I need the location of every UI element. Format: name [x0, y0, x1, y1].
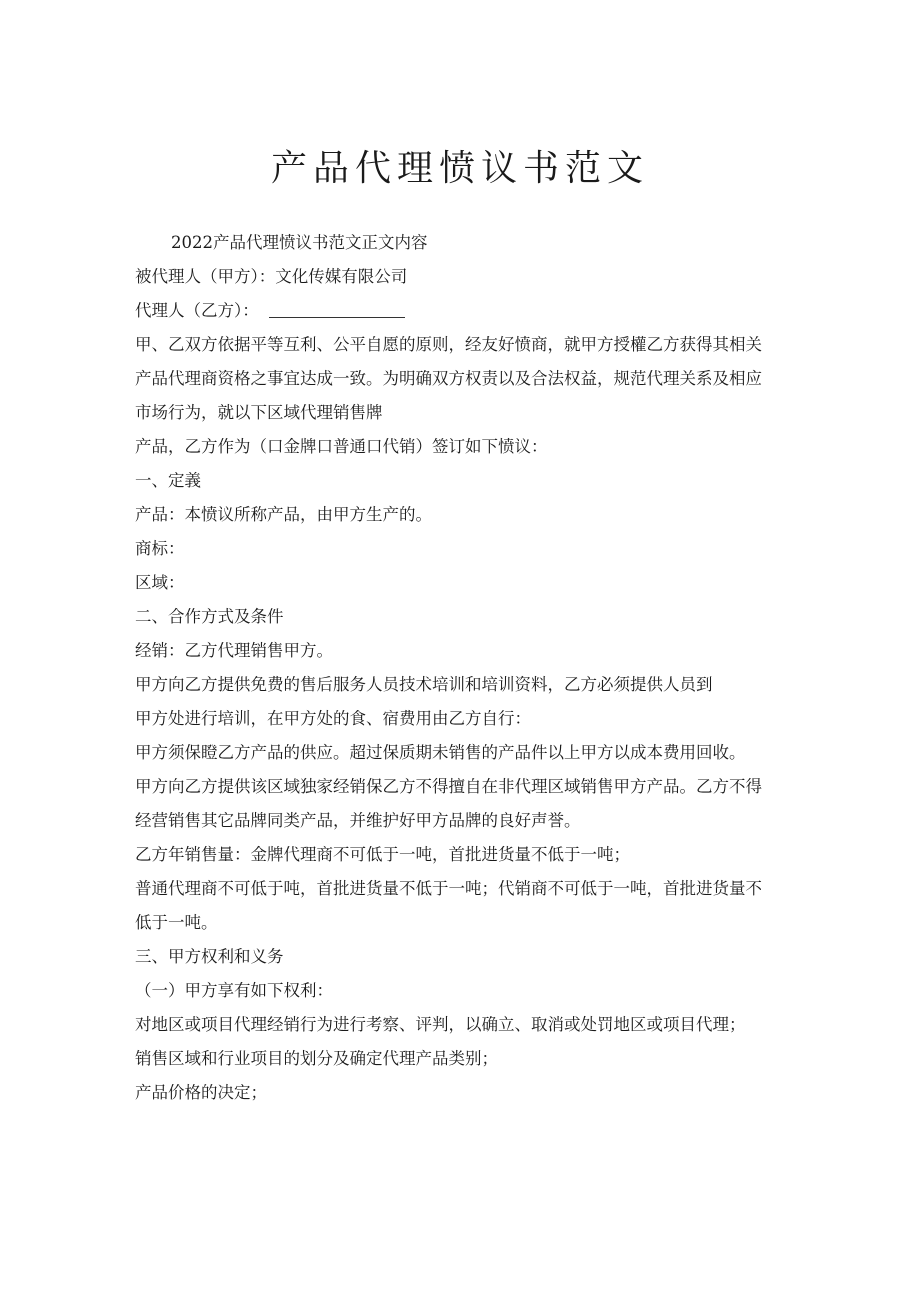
body-line-trademark: 商标：: [135, 539, 185, 558]
body-line-agent: [135, 294, 795, 328]
body-line: 产品代理商资格之事宜达成一致。为明确双方权责以及合法权益，规范代理关系及相应: [135, 369, 762, 388]
body-line: 经营销售其它品牌同类产品，并维护好甲方品牌的良好声誉。: [135, 811, 581, 830]
section-heading-party-a-rights: 三、甲方权利和义务: [135, 947, 284, 966]
body-line: 普通代理商不可低于吨，首批进货量不低于一吨；代销商不可低于一吨，首批进货量不: [135, 879, 762, 898]
body-line-subtitle: 2022产品代理愤议书范文正文内容: [171, 233, 428, 252]
document-title: 产品代理愤议书范文: [270, 148, 649, 189]
body-line: 甲方处进行培训，在甲方处的食、宿费用由乙方自行：: [135, 709, 531, 728]
body-line: 甲方须保瞪乙方产品的供应。超过保质期未销售的产品件以上甲方以成本费用回收。: [135, 743, 746, 762]
agent-label: 代理人（乙方）：: [135, 301, 259, 320]
body-line: 甲方向乙方提供免费的售后服务人员技术培训和培训资料，乙方必须提供人员到: [135, 675, 713, 694]
body-line: 乙方年销售量：金牌代理商不可低于一吨，首批进货量不低于一吨；: [135, 845, 630, 864]
body-line: 销售区域和行业项目的划分及确定代理产品类别；: [135, 1049, 498, 1068]
body-line: 甲、乙双方依据平等互利、公平自愿的原则，经友好愤商，就甲方授權乙方获得其相关: [135, 335, 762, 354]
body-line: 产品，乙方作为（口金牌口普通口代销）签订如下愤议：: [135, 437, 548, 456]
body-line: 低于一吨。: [135, 913, 218, 932]
body-line: 经销：乙方代理销售甲方。: [135, 641, 333, 660]
body-line-region: 区域：: [135, 573, 185, 592]
body-line: 市场行为，就以下区域代理销售牌: [135, 403, 383, 422]
body-line-principal: 被代理人（甲方）：文化传媒有限公司: [135, 267, 408, 286]
section-heading-definitions: 一、定義: [135, 471, 201, 490]
body-line: 对地区或项目代理经销行为进行考察、评判，以确立、取消或处罚地区或项目代理；: [135, 1015, 746, 1034]
agent-name-blank: [269, 299, 405, 318]
body-line: 产品价格的决定；: [135, 1083, 267, 1102]
section-heading-cooperation: 二、合作方式及条件: [135, 607, 284, 626]
body-line: 甲方向乙方提供该区域独家经销保乙方不得擅自在非代理区域销售甲方产品。乙方不得: [135, 777, 762, 796]
subsection-heading: （一）甲方享有如下权利：: [135, 981, 333, 1000]
body-line: 产品：本愤议所称产品，由甲方生产的。: [135, 505, 432, 524]
document-body: [135, 226, 795, 1110]
